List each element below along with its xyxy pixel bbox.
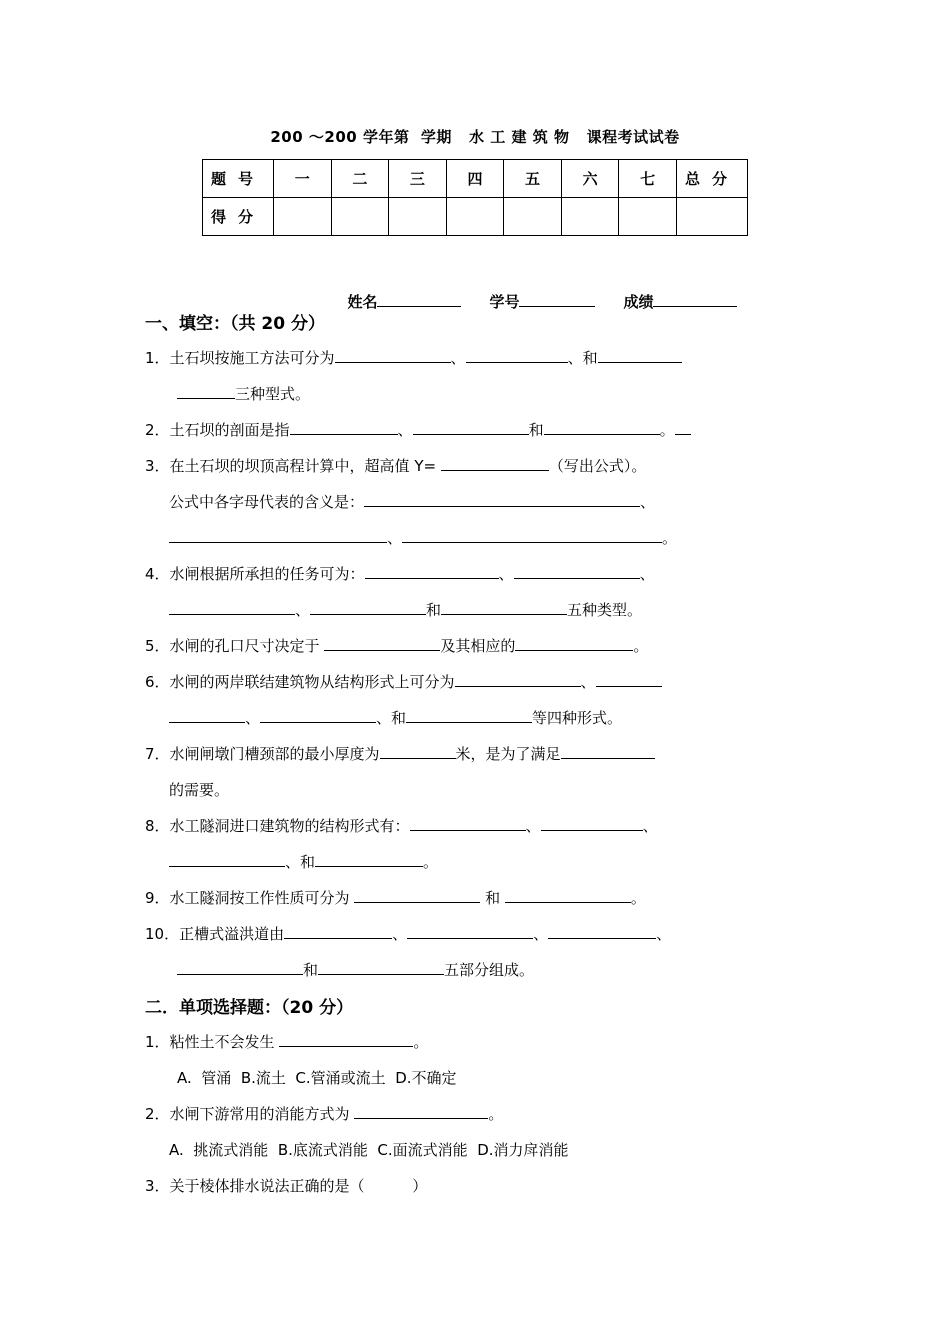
col-4: 四 xyxy=(446,160,504,198)
q9-blank-2[interactable] xyxy=(505,888,631,903)
q10-blank-2[interactable] xyxy=(407,924,533,939)
q3-sep1: 、 xyxy=(640,493,656,511)
q8-blank-4[interactable] xyxy=(315,852,423,867)
score-cell-total[interactable] xyxy=(677,198,748,236)
q1-line1 xyxy=(145,347,682,368)
q3-line1 xyxy=(145,455,646,476)
q6-blank-3[interactable] xyxy=(169,708,245,723)
score-cell-1[interactable] xyxy=(274,198,332,236)
q3-blank-2[interactable] xyxy=(169,528,387,543)
q4-sep1: 、 xyxy=(498,565,514,583)
q3-line3 xyxy=(169,527,677,548)
q3-sep2: 、 xyxy=(387,529,403,547)
q10-sep4: 和 xyxy=(303,961,319,979)
q4-blank-4[interactable] xyxy=(310,600,426,615)
col-3: 三 xyxy=(389,160,447,198)
q3-text3: 公式中各字母代表的含义是： xyxy=(169,493,365,511)
col-7: 七 xyxy=(619,160,677,198)
name-blank[interactable] xyxy=(377,292,461,307)
score-cell-2[interactable] xyxy=(331,198,389,236)
mc-q1-blank[interactable] xyxy=(279,1032,413,1047)
mc-q1-options[interactable]: A. 管涌 B.流土 C.管涌或流土 D.不确定 xyxy=(177,1069,457,1087)
student-id-blank[interactable] xyxy=(519,292,595,307)
q1-sep1: 、 xyxy=(450,349,466,367)
name-field xyxy=(337,273,461,312)
q2-sep2: 和 xyxy=(528,421,544,439)
col-1: 一 xyxy=(274,160,332,198)
q4-blank-5[interactable] xyxy=(441,600,567,615)
q10-blank-5[interactable] xyxy=(318,960,444,975)
q2-blank-2[interactable] xyxy=(413,420,529,435)
q2-line xyxy=(145,419,691,440)
student-id-label: 学号 xyxy=(489,293,520,311)
q6-end: 等四种形式。 xyxy=(532,709,623,727)
q7-text: 7．水闸闸墩门槽颈部的最小厚度为 xyxy=(145,745,380,763)
score-table xyxy=(202,159,748,236)
q3-blank-3[interactable] xyxy=(402,528,662,543)
section2-heading: 二．单项选择题：（20 分） xyxy=(145,998,354,1018)
score-cell-6[interactable] xyxy=(561,198,619,236)
score-cell-3[interactable] xyxy=(389,198,447,236)
q4-end: 五种类型。 xyxy=(567,601,643,619)
q3-text2: （写出公式）。 xyxy=(548,457,647,475)
q6-sep3: 、和 xyxy=(376,709,407,727)
q9-text: 9．水工隧洞按工作性质可分为 xyxy=(145,889,350,907)
q6-line1 xyxy=(145,671,662,692)
q2-end: 。 xyxy=(659,421,675,439)
q8-line1 xyxy=(145,815,658,836)
q4-sep3: 、 xyxy=(295,601,311,619)
exam-title: 200 ～200 学年第 学期 水 工 建 筑 物 课程考试试卷 xyxy=(270,128,680,146)
q7-blank-2[interactable] xyxy=(561,744,655,759)
q10-sep3: 、 xyxy=(656,925,672,943)
q4-blank-1[interactable] xyxy=(365,564,499,579)
q4-blank-2[interactable] xyxy=(514,564,640,579)
col-5: 五 xyxy=(504,160,562,198)
q10-text: 10．正槽式溢洪道由 xyxy=(145,925,285,943)
score-cell-5[interactable] xyxy=(504,198,562,236)
q4-line1 xyxy=(145,563,655,584)
q6-sep1: 、 xyxy=(580,673,596,691)
q10-end: 五部分组成。 xyxy=(444,961,535,979)
q8-sep2: 、 xyxy=(642,817,658,835)
q3-line2 xyxy=(169,491,655,512)
q9-line xyxy=(145,887,646,908)
q6-blank-5[interactable] xyxy=(406,708,532,723)
q9-sep: 和 xyxy=(485,889,501,907)
mc-q2-end: 。 xyxy=(488,1105,504,1123)
mc-q1-text: 1．粘性土不会发生 xyxy=(145,1033,275,1051)
q1-blank-3[interactable] xyxy=(598,348,682,363)
col-6: 六 xyxy=(561,160,619,198)
q10-line2 xyxy=(177,959,534,980)
score-table-score-row xyxy=(203,198,748,236)
q10-line1 xyxy=(145,923,671,944)
q10-sep1: 、 xyxy=(392,925,408,943)
q9-end: 。 xyxy=(630,889,646,907)
q8-blank-2[interactable] xyxy=(541,816,643,831)
q6-line2 xyxy=(169,707,622,728)
mc-q3: 3．关于棱体排水说法正确的是（ ） xyxy=(145,1177,428,1195)
section1-heading: 一、填空：（共 20 分） xyxy=(145,314,325,334)
q7-text2: 米，是为了满足 xyxy=(455,745,561,763)
q8-sep1: 、 xyxy=(525,817,541,835)
q1-blank-4[interactable] xyxy=(177,384,235,399)
q5-end: 。 xyxy=(633,637,649,655)
q8-text: 8．水工隧洞进口建筑物的结构形式有： xyxy=(145,817,410,835)
mc-q2-text: 2．水闸下游常用的消能方式为 xyxy=(145,1105,350,1123)
q3-blank-1[interactable] xyxy=(364,492,640,507)
row-label-question-number: 题号 xyxy=(203,160,274,198)
q2-blank-3[interactable] xyxy=(544,420,660,435)
q6-blank-1[interactable] xyxy=(455,672,581,687)
q1-blank-2[interactable] xyxy=(466,348,568,363)
q5-text2: 及其相应的 xyxy=(440,637,516,655)
q2-sep1: 、 xyxy=(397,421,413,439)
q8-blank-1[interactable] xyxy=(410,816,526,831)
q8-line2 xyxy=(169,851,438,872)
q7-line1 xyxy=(145,743,655,764)
q2-text: 2．土石坝的剖面是指 xyxy=(145,421,290,439)
q8-blank-3[interactable] xyxy=(169,852,285,867)
col-total: 总分 xyxy=(677,160,748,198)
q1-blank-1[interactable] xyxy=(335,348,451,363)
col-2: 二 xyxy=(331,160,389,198)
q7-line2: 的需要。 xyxy=(169,781,230,799)
q3-end: 。 xyxy=(662,529,678,547)
score-cell-7[interactable] xyxy=(619,198,677,236)
q8-end: 。 xyxy=(423,853,439,871)
q3-blank-formula[interactable] xyxy=(441,456,549,471)
q6-text: 6．水闸的两岸联结建筑物从结构形式上可分为 xyxy=(145,673,455,691)
q5-blank-2[interactable] xyxy=(515,636,633,651)
row-label-score: 得分 xyxy=(203,198,274,236)
q5-text: 5．水闸的孔口尺寸决定于 xyxy=(145,637,320,655)
q7-blank-1[interactable] xyxy=(380,744,456,759)
q4-blank-3[interactable] xyxy=(169,600,295,615)
q1-line2 xyxy=(177,383,310,404)
q8-sep3: 、和 xyxy=(285,853,316,871)
mc-q2 xyxy=(145,1103,503,1124)
q3-text: 3．在土石坝的坝顶高程计算中，超高值 Y= xyxy=(145,457,437,475)
grade-label: 成绩 xyxy=(623,293,654,311)
q4-sep4: 和 xyxy=(426,601,442,619)
q5-blank-1[interactable] xyxy=(324,636,440,651)
q10-blank-3[interactable] xyxy=(548,924,656,939)
q4-sep2: 、 xyxy=(639,565,655,583)
score-cell-4[interactable] xyxy=(446,198,504,236)
q1-end: 三种型式。 xyxy=(235,385,311,403)
name-label: 姓名 xyxy=(347,293,378,311)
q5-line xyxy=(145,635,648,656)
q2-blank-4[interactable] xyxy=(675,420,691,435)
mc-q2-options[interactable]: A. 挑流式消能 B.底流式消能 C.面流式消能 D.消力戽消能 xyxy=(169,1141,569,1159)
q2-blank-1[interactable] xyxy=(290,420,398,435)
mc-q1 xyxy=(145,1031,428,1052)
student-id-field xyxy=(479,273,595,312)
grade-blank[interactable] xyxy=(653,292,737,307)
q1-sep2: 、和 xyxy=(567,349,598,367)
q6-blank-2[interactable] xyxy=(596,672,662,687)
grade-field xyxy=(613,273,737,312)
score-table-header-row xyxy=(203,160,748,198)
q6-sep2: 、 xyxy=(245,709,261,727)
q1-text: 1．土石坝按施工方法可分为 xyxy=(145,349,335,367)
q10-blank-1[interactable] xyxy=(284,924,392,939)
q10-blank-4[interactable] xyxy=(177,960,303,975)
q4-line2 xyxy=(169,599,642,620)
mc-q1-end: 。 xyxy=(413,1033,429,1051)
q6-blank-4[interactable] xyxy=(260,708,376,723)
q4-text: 4．水闸根据所承担的任务可为： xyxy=(145,565,365,583)
mc-q2-blank[interactable] xyxy=(354,1104,488,1119)
q10-sep2: 、 xyxy=(533,925,549,943)
q9-blank-1[interactable] xyxy=(354,888,480,903)
